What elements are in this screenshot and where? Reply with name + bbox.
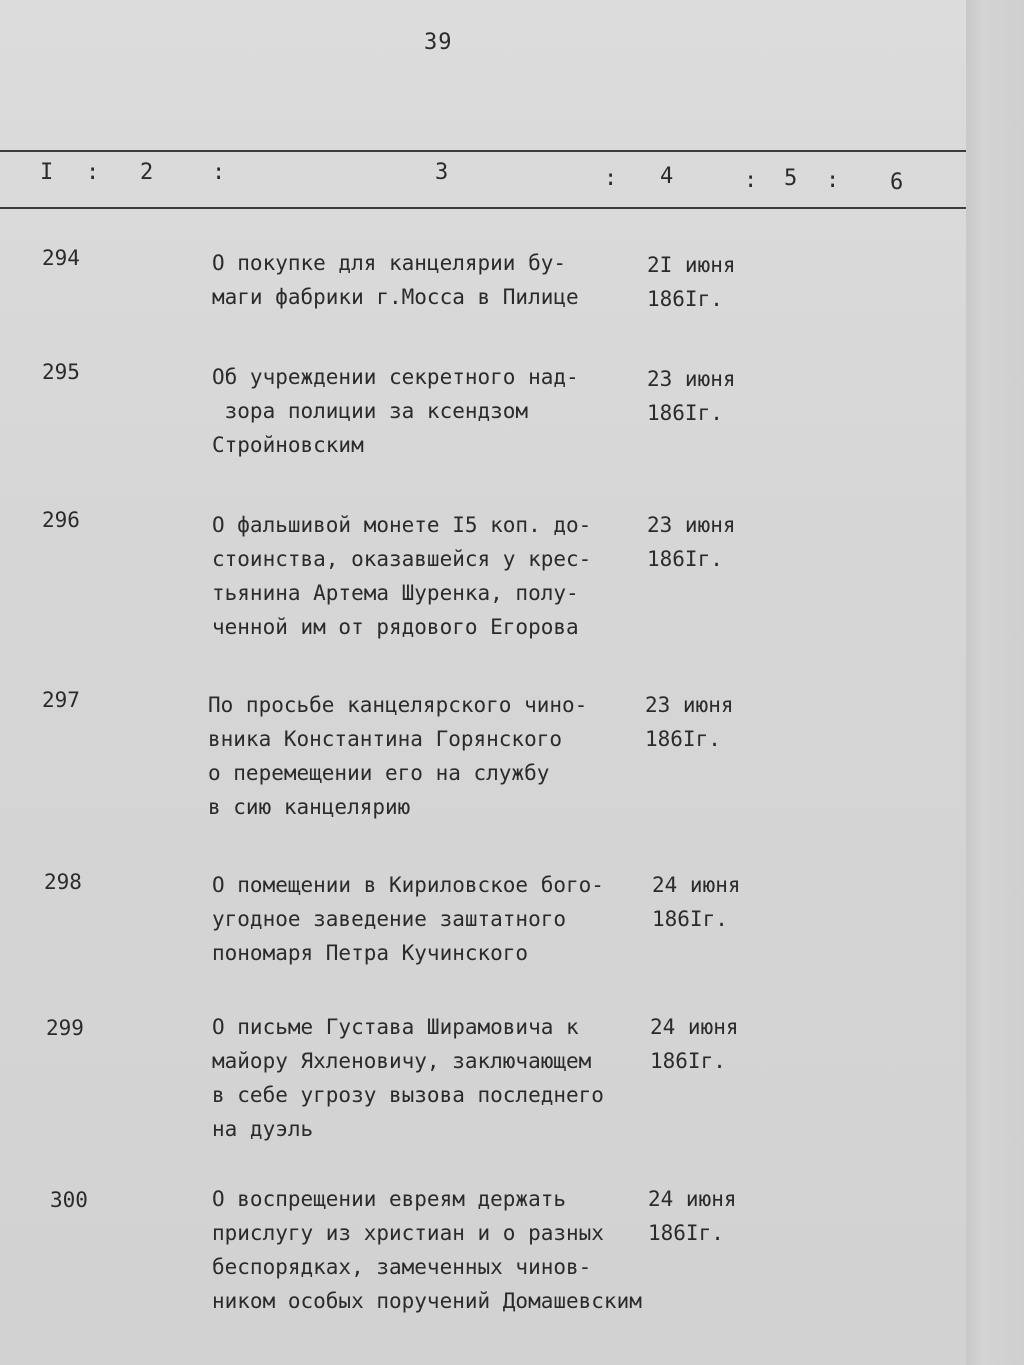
- description-line: Стройновским: [212, 433, 364, 457]
- record-description: [212, 360, 579, 462]
- date-day: 23 июня: [647, 513, 736, 537]
- description-line: Об учреждении секретного над-: [212, 365, 579, 389]
- record-date: [645, 688, 734, 756]
- date-day: 23 июня: [647, 367, 736, 391]
- column-separator: :: [212, 160, 226, 185]
- page-edge: [966, 0, 1024, 1365]
- record-date: [648, 1182, 737, 1250]
- description-line: ченной им от рядового Егорова: [212, 615, 579, 639]
- record-number: 297: [42, 688, 80, 712]
- column-header-2: 2: [140, 160, 154, 185]
- column-header-4: 4: [660, 164, 674, 189]
- description-line: в сию канцелярию: [208, 795, 411, 819]
- date-year: 186Iг.: [647, 547, 723, 571]
- description-line: О помещении в Кириловское бого-: [212, 873, 604, 897]
- description-line: По просьбе канцелярского чино-: [208, 693, 588, 717]
- description-line: стоинства, оказавшейся у крес-: [212, 547, 592, 571]
- record-date: [647, 362, 736, 430]
- description-line: О фальшивой монете I5 коп. до-: [212, 513, 592, 537]
- date-day: 24 июня: [652, 873, 741, 897]
- description-line: угодное заведение заштатного: [212, 907, 567, 931]
- description-line: тьянина Артема Шуренка, полу-: [212, 581, 579, 605]
- record-number: 295: [42, 360, 80, 384]
- record-description: [212, 868, 604, 970]
- record-number: 294: [42, 246, 80, 270]
- date-day: 24 июня: [648, 1187, 737, 1211]
- date-day: 24 июня: [650, 1015, 739, 1039]
- description-line: прислугу из христиан и о разных: [212, 1221, 604, 1245]
- record-description: [212, 1182, 642, 1318]
- date-day: 23 июня: [645, 693, 734, 717]
- date-day: 2I июня: [647, 253, 736, 277]
- record-description: [212, 246, 579, 314]
- description-line: О воспрещении евреям держать: [212, 1187, 567, 1211]
- description-line: на дуэль: [212, 1117, 314, 1141]
- record-date: [647, 248, 736, 316]
- record-number: 299: [46, 1016, 84, 1040]
- description-line: вника Константина Горянского: [208, 727, 563, 751]
- record-number: 298: [44, 870, 82, 894]
- date-year: 186Iг.: [647, 401, 723, 425]
- description-line: о перемещении его на службу: [208, 761, 550, 785]
- description-line: в себе угрозу вызова последнего: [212, 1083, 604, 1107]
- date-year: 186Iг.: [652, 907, 728, 931]
- record-date: [652, 868, 741, 936]
- column-header-1: I: [40, 160, 54, 185]
- date-year: 186Iг.: [650, 1049, 726, 1073]
- column-header-3: 3: [435, 160, 449, 185]
- description-line: ником особых поручений Домашевским: [212, 1289, 642, 1313]
- date-year: 186Iг.: [647, 287, 723, 311]
- description-line: зора полиции за ксендзом: [212, 399, 529, 423]
- column-separator: :: [604, 166, 618, 191]
- description-line: О покупке для канцелярии бу-: [212, 251, 567, 275]
- column-separator: :: [826, 168, 840, 193]
- record-number: 300: [50, 1188, 88, 1212]
- record-number: 296: [42, 508, 80, 532]
- record-description: [208, 688, 587, 824]
- record-description: [212, 508, 591, 644]
- description-line: беспорядках, замеченных чинов-: [212, 1255, 592, 1279]
- description-line: маги фабрики г.Мосса в Пилице: [212, 285, 579, 309]
- record-date: [650, 1010, 739, 1078]
- header-bottom-rule: [0, 207, 975, 209]
- column-header-6: 6: [890, 170, 904, 195]
- description-line: О письме Густава Ширамовича к: [212, 1015, 579, 1039]
- date-year: 186Iг.: [648, 1221, 724, 1245]
- header-top-rule: [0, 150, 970, 152]
- record-description: [212, 1010, 604, 1146]
- column-separator: :: [744, 168, 758, 193]
- description-line: пономаря Петра Кучинского: [212, 941, 529, 965]
- column-separator: :: [86, 160, 100, 185]
- page-number: 39: [424, 30, 453, 55]
- description-line: майору Яхленовичу, заключающем: [212, 1049, 592, 1073]
- record-date: [647, 508, 736, 576]
- date-year: 186Iг.: [645, 727, 721, 751]
- column-header-5: 5: [784, 166, 798, 191]
